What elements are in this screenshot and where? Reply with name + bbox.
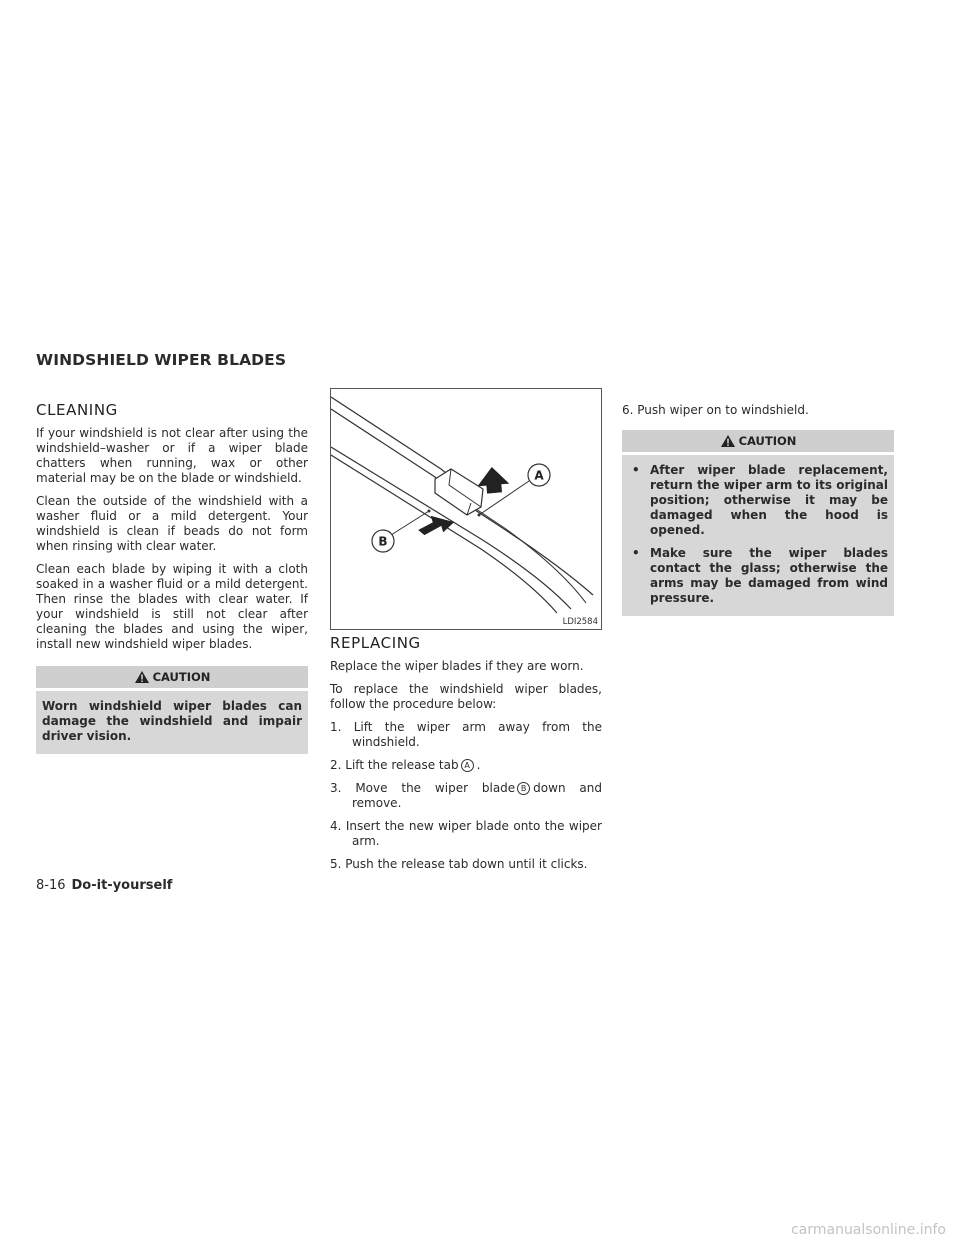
caution-list xyxy=(628,463,888,606)
step-text: Push the release tab down until it clicks. xyxy=(345,857,588,871)
cleaning-paragraph: If your windshield is not clear after using the windshield–washer or if a wiper blade chatters when running, wax or other material may be on the blade or windshield. xyxy=(36,426,308,485)
caution-item: • After wiper blade replacement, return the wiper arm to its original position; otherwise it may be damaged when the hood is opened. xyxy=(628,463,888,538)
chapter-title: Do-it-yourself xyxy=(71,878,173,893)
callout-b-label: B xyxy=(378,534,388,549)
section-title: WINDSHIELD WIPER BLADES xyxy=(36,351,287,369)
marker-b: B xyxy=(517,782,530,795)
column-three xyxy=(622,403,894,616)
replacing-steps-continued xyxy=(622,403,894,418)
step-item xyxy=(330,720,602,750)
step-number: 2. xyxy=(330,758,342,772)
step-number: 5. xyxy=(330,857,342,871)
replacing-column xyxy=(330,636,602,880)
step-text: . xyxy=(476,758,481,772)
caution-label: CAUTION xyxy=(152,669,211,684)
caution-item: • Make sure the wiper blades contact the glass; otherwise the arms may be damaged from wind pressure. xyxy=(628,546,888,606)
cleaning-paragraph: Clean each blade by wiping it with a cloth soaked in a washer fluid or a mild detergent. Then rinse the blades with clear water. If your windshield is still not clear after cleaning the blades and using the wiper, install new windshield wiper blades. xyxy=(36,562,308,651)
caution-header xyxy=(622,430,894,455)
step-item xyxy=(330,781,602,811)
caution-text: Worn windshield wiper blades can damage the windshield and impair driver vision. xyxy=(42,699,302,743)
page-number: 8-16 xyxy=(36,878,66,893)
watermark: carmanualsonline.info xyxy=(791,1222,946,1238)
step-text: Move the wiper blade xyxy=(355,781,516,795)
caution-label: CAUTION xyxy=(738,433,797,448)
replacing-procedure-intro: To replace the windshield wiper blades, follow the procedure below: xyxy=(330,682,602,711)
step-number: 6. xyxy=(622,403,634,417)
step-item xyxy=(330,819,602,849)
step-item xyxy=(330,758,602,773)
step-item xyxy=(622,403,894,418)
callout-a-label: A xyxy=(534,468,544,483)
caution-body xyxy=(622,455,894,616)
replacing-heading: REPLACING xyxy=(330,634,421,652)
step-number: 4. xyxy=(330,819,342,833)
warning-icon xyxy=(720,434,736,448)
marker-a: A xyxy=(461,759,474,772)
caution-body xyxy=(36,691,308,754)
replacing-steps xyxy=(330,720,602,872)
caution-box xyxy=(36,666,308,754)
cleaning-column xyxy=(36,403,308,754)
step-text: Insert the new wiper blade onto the wiper arm. xyxy=(345,819,602,848)
step-text: Lift the wiper arm away from the windshield. xyxy=(352,720,602,749)
step-item xyxy=(330,857,602,872)
wiper-diagram xyxy=(331,389,601,629)
step-text: Push wiper on to windshield. xyxy=(637,403,809,417)
step-number: 3. xyxy=(330,781,342,795)
step-number: 1. xyxy=(330,720,342,734)
page-footer xyxy=(36,878,172,893)
step-text: down and remove. xyxy=(352,781,602,810)
cleaning-heading: CLEANING xyxy=(36,401,118,419)
caution-box xyxy=(622,430,894,616)
step-text: Lift the release tab xyxy=(345,758,459,772)
replacing-intro: Replace the wiper blades if they are worn. xyxy=(330,659,584,673)
figure-id: LDI2584 xyxy=(562,617,598,627)
warning-icon xyxy=(134,670,150,684)
wiper-blade-illustration xyxy=(330,388,602,630)
caution-header xyxy=(36,666,308,691)
cleaning-paragraph: Clean the outside of the windshield with a washer fluid or a mild detergent. Your windshield is clean if beads do not form when rinsing with clear water. xyxy=(36,494,308,553)
